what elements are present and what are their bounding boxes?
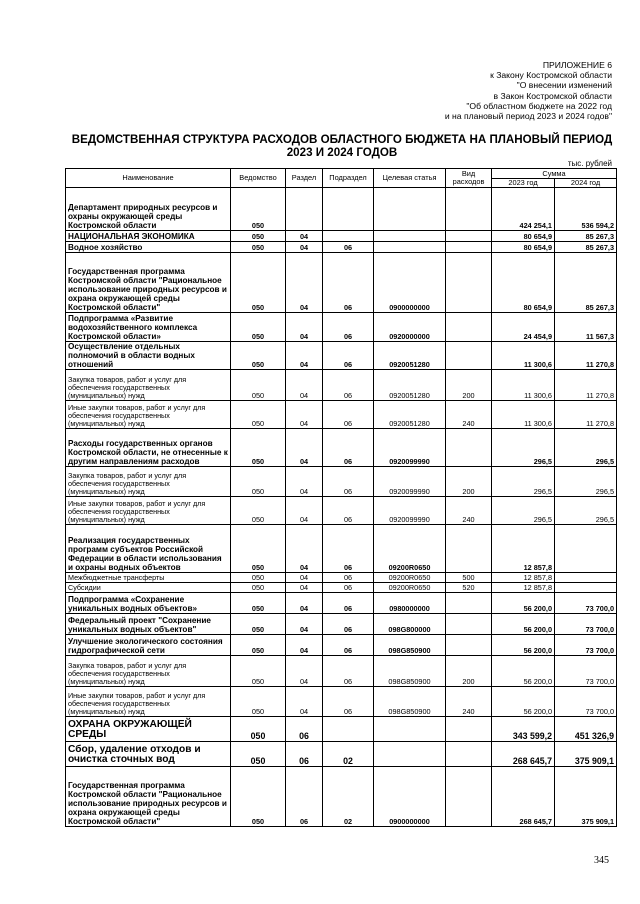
- cell-dept: 050: [231, 253, 286, 313]
- cell-dept: 050: [231, 342, 286, 370]
- cell-subsection: 06: [323, 242, 374, 253]
- cell-name: ОХРАНА ОКРУЖАЮЩЕЙ СРЕДЫ: [66, 717, 231, 742]
- cell-subsection: 06: [323, 401, 374, 429]
- cell-name: Водное хозяйство: [66, 242, 231, 253]
- table-row: [66, 242, 617, 253]
- table-row: [66, 253, 617, 313]
- cell-name: Государственная программа Костромской области "Рациональное использование природных ресурсов и охрана окружающей среды Костромской области": [66, 767, 231, 827]
- cell-dept: 050: [231, 614, 286, 635]
- cell-dept: 050: [231, 767, 286, 827]
- cell-2023: 12 857,8: [492, 525, 555, 573]
- cell-type: [446, 188, 492, 231]
- table-body: [66, 188, 617, 827]
- cell-section: 04: [286, 573, 323, 583]
- cell-2024: 73 700,0: [555, 593, 617, 614]
- cell-type: [446, 614, 492, 635]
- cell-dept: 050: [231, 593, 286, 614]
- document-title: ВЕДОМСТВЕННАЯ СТРУКТУРА РАСХОДОВ ОБЛАСТНОГО БЮДЖЕТА НА ПЛАНОВЫЙ ПЕРИОД 2023 И 2024 ГОДОВ: [71, 133, 613, 159]
- appendix-line: "Об областном бюджете на 2022 год: [466, 100, 612, 111]
- cell-section: 04: [286, 401, 323, 429]
- cell-subsection: 06: [323, 525, 374, 573]
- cell-name: Межбюджетные трансферты: [66, 573, 231, 583]
- cell-dept: 050: [231, 188, 286, 231]
- cell-2023: 268 645,7: [492, 742, 555, 767]
- cell-2024: 296,5: [555, 467, 617, 497]
- cell-dept: 050: [231, 583, 286, 593]
- cell-name: Государственная программа Костромской области "Рациональное использование природных ресурсов и охрана окружающей среды Костромской области": [66, 253, 231, 313]
- header-subsection: Подраздел: [323, 169, 374, 188]
- table-row: [66, 231, 617, 242]
- cell-name: Подпрограмма «Развитие водохозяйственного комплекса Костромской области»: [66, 313, 231, 342]
- cell-target: 0920051280: [374, 342, 446, 370]
- cell-target: 09200R0650: [374, 573, 446, 583]
- table-row: [66, 370, 617, 401]
- cell-type: [446, 313, 492, 342]
- cell-target: 098G850900: [374, 656, 446, 687]
- cell-dept: 050: [231, 742, 286, 767]
- cell-name: Иные закупки товаров, работ и услуг для обеспечения государственных (муниципальных) нужд: [66, 497, 231, 525]
- cell-section: 04: [286, 467, 323, 497]
- cell-2023: 56 200,0: [492, 656, 555, 687]
- cell-name: Иные закупки товаров, работ и услуг для обеспечения государственных (муниципальных) нужд: [66, 401, 231, 429]
- cell-2024: 536 594,2: [555, 188, 617, 231]
- cell-dept: 050: [231, 401, 286, 429]
- cell-subsection: 06: [323, 342, 374, 370]
- cell-subsection: 06: [323, 593, 374, 614]
- header-type: Вид расходов: [446, 169, 492, 188]
- table-row: [66, 342, 617, 370]
- cell-dept: 050: [231, 635, 286, 656]
- cell-subsection: 06: [323, 635, 374, 656]
- cell-2024: 11 270,8: [555, 401, 617, 429]
- cell-target: 0980000000: [374, 593, 446, 614]
- cell-subsection: 06: [323, 656, 374, 687]
- appendix-line: в Закон Костромской области: [493, 90, 612, 101]
- cell-2024: 375 909,1: [555, 742, 617, 767]
- cell-type: [446, 525, 492, 573]
- table-row: [66, 573, 617, 583]
- cell-section: 04: [286, 635, 323, 656]
- cell-target: 0920000000: [374, 313, 446, 342]
- cell-target: [374, 188, 446, 231]
- cell-section: 06: [286, 717, 323, 742]
- cell-2024: 451 326,9: [555, 717, 617, 742]
- cell-2024: [555, 573, 617, 583]
- table-row: [66, 593, 617, 614]
- cell-subsection: 06: [323, 253, 374, 313]
- appendix-header: [445, 60, 612, 121]
- table-row: [66, 313, 617, 342]
- cell-subsection: 06: [323, 583, 374, 593]
- cell-section: 04: [286, 242, 323, 253]
- cell-name: НАЦИОНАЛЬНАЯ ЭКОНОМИКА: [66, 231, 231, 242]
- cell-section: 04: [286, 687, 323, 717]
- cell-section: 04: [286, 497, 323, 525]
- cell-type: [446, 342, 492, 370]
- cell-target: 0900000000: [374, 253, 446, 313]
- cell-section: 04: [286, 370, 323, 401]
- cell-section: 04: [286, 231, 323, 242]
- cell-target: 098G800000: [374, 614, 446, 635]
- header-dept: Ведомство: [231, 169, 286, 188]
- cell-type: 200: [446, 656, 492, 687]
- table-row: [66, 188, 617, 231]
- cell-2024: 11 270,8: [555, 342, 617, 370]
- header-sum: Сумма: [492, 169, 617, 179]
- cell-name: Закупка товаров, работ и услуг для обеспечения государственных (муниципальных) нужд: [66, 467, 231, 497]
- cell-subsection: [323, 231, 374, 242]
- cell-subsection: 02: [323, 742, 374, 767]
- cell-2023: 11 300,6: [492, 370, 555, 401]
- cell-2024: 85 267,3: [555, 231, 617, 242]
- cell-subsection: 06: [323, 614, 374, 635]
- cell-section: 04: [286, 593, 323, 614]
- cell-2024: 73 700,0: [555, 687, 617, 717]
- cell-name: Сбор, удаление отходов и очистка сточных вод: [66, 742, 231, 767]
- cell-2024: 73 700,0: [555, 614, 617, 635]
- appendix-line: к Закону Костромской области: [490, 70, 612, 81]
- cell-target: 09200R0650: [374, 583, 446, 593]
- table-row: [66, 401, 617, 429]
- table-row: [66, 767, 617, 827]
- cell-2023: 80 654,9: [492, 231, 555, 242]
- cell-target: [374, 742, 446, 767]
- cell-target: [374, 231, 446, 242]
- cell-subsection: 06: [323, 467, 374, 497]
- cell-type: [446, 742, 492, 767]
- cell-type: 500: [446, 573, 492, 583]
- cell-type: [446, 635, 492, 656]
- cell-target: 0920051280: [374, 370, 446, 401]
- cell-target: 0920099990: [374, 497, 446, 525]
- header-2024: 2024 год: [555, 179, 617, 188]
- cell-2024: 73 700,0: [555, 656, 617, 687]
- table-row: [66, 467, 617, 497]
- cell-type: [446, 767, 492, 827]
- cell-2023: 12 857,8: [492, 583, 555, 593]
- cell-dept: 050: [231, 687, 286, 717]
- cell-type: 240: [446, 497, 492, 525]
- cell-target: [374, 242, 446, 253]
- cell-name: Реализация государственных программ субъектов Российской Федерации в области использования и охраны водных объектов: [66, 525, 231, 573]
- cell-type: 200: [446, 370, 492, 401]
- cell-dept: 050: [231, 370, 286, 401]
- cell-subsection: 06: [323, 687, 374, 717]
- cell-2023: 424 254,1: [492, 188, 555, 231]
- cell-2023: 11 300,6: [492, 342, 555, 370]
- cell-2023: 268 645,7: [492, 767, 555, 827]
- cell-target: 098G850900: [374, 687, 446, 717]
- table-row: [66, 635, 617, 656]
- cell-dept: 050: [231, 429, 286, 467]
- cell-section: 04: [286, 656, 323, 687]
- cell-2024: 85 267,3: [555, 242, 617, 253]
- header-name: Наименование: [66, 169, 231, 188]
- table-row: [66, 687, 617, 717]
- table-row: [66, 525, 617, 573]
- cell-name: Федеральный проект "Сохранение уникальных водных объектов": [66, 614, 231, 635]
- cell-section: 04: [286, 342, 323, 370]
- cell-2023: 11 300,6: [492, 401, 555, 429]
- table-row: [66, 429, 617, 467]
- units-label: тыс. рублей: [567, 159, 612, 168]
- cell-type: 240: [446, 401, 492, 429]
- cell-dept: 050: [231, 242, 286, 253]
- cell-2024: [555, 583, 617, 593]
- cell-type: [446, 253, 492, 313]
- cell-name: Осуществление отдельных полномочий в области водных отношений: [66, 342, 231, 370]
- cell-2024: 296,5: [555, 429, 617, 467]
- cell-type: [446, 231, 492, 242]
- cell-2023: 296,5: [492, 467, 555, 497]
- cell-2024: 85 267,3: [555, 253, 617, 313]
- cell-type: [446, 717, 492, 742]
- table-row: [66, 742, 617, 767]
- appendix-line: ПРИЛОЖЕНИЕ 6: [542, 60, 612, 70]
- cell-2023: 56 200,0: [492, 593, 555, 614]
- table-row: [66, 656, 617, 687]
- table-row: [66, 583, 617, 593]
- cell-section: 04: [286, 614, 323, 635]
- cell-target: 0920051280: [374, 401, 446, 429]
- cell-name: Расходы государственных органов Костромской области, не отнесенные к другим направлениям расходов: [66, 429, 231, 467]
- cell-2023: 12 857,8: [492, 573, 555, 583]
- cell-dept: 050: [231, 467, 286, 497]
- page-number: 345: [594, 855, 609, 866]
- cell-2023: 80 654,9: [492, 242, 555, 253]
- cell-name: Улучшение экологического состояния гидрографической сети: [66, 635, 231, 656]
- cell-subsection: [323, 188, 374, 231]
- cell-name: Иные закупки товаров, работ и услуг для обеспечения государственных (муниципальных) нужд: [66, 687, 231, 717]
- cell-2023: 80 654,9: [492, 253, 555, 313]
- table-row: [66, 717, 617, 742]
- cell-section: 06: [286, 767, 323, 827]
- cell-2023: 56 200,0: [492, 635, 555, 656]
- header-2023: 2023 год: [492, 179, 555, 188]
- cell-2024: 11 270,8: [555, 370, 617, 401]
- cell-2023: 296,5: [492, 429, 555, 467]
- cell-subsection: [323, 717, 374, 742]
- cell-type: [446, 429, 492, 467]
- cell-type: [446, 242, 492, 253]
- cell-name: Подпрограмма «Сохранение уникальных водных объектов»: [66, 593, 231, 614]
- cell-name: Закупка товаров, работ и услуг для обеспечения государственных (муниципальных) нужд: [66, 656, 231, 687]
- cell-2023: 24 454,9: [492, 313, 555, 342]
- cell-name: Субсидии: [66, 583, 231, 593]
- cell-name: Департамент природных ресурсов и охраны окружающей среды Костромской области: [66, 188, 231, 231]
- cell-subsection: 06: [323, 573, 374, 583]
- cell-section: 04: [286, 253, 323, 313]
- cell-2023: 343 599,2: [492, 717, 555, 742]
- cell-2024: 375 909,1: [555, 767, 617, 827]
- cell-dept: 050: [231, 717, 286, 742]
- cell-dept: 050: [231, 313, 286, 342]
- cell-subsection: 06: [323, 429, 374, 467]
- cell-dept: 050: [231, 573, 286, 583]
- cell-target: 0900000000: [374, 767, 446, 827]
- cell-section: 04: [286, 313, 323, 342]
- budget-table: [65, 168, 617, 827]
- table-row: [66, 497, 617, 525]
- cell-section: [286, 188, 323, 231]
- cell-subsection: 02: [323, 767, 374, 827]
- cell-target: [374, 717, 446, 742]
- table-row: [66, 614, 617, 635]
- cell-section: 04: [286, 525, 323, 573]
- appendix-line: и на плановый период 2023 и 2024 годов": [444, 111, 612, 122]
- cell-2024: [555, 525, 617, 573]
- cell-type: 240: [446, 687, 492, 717]
- cell-dept: 050: [231, 525, 286, 573]
- cell-type: 200: [446, 467, 492, 497]
- cell-2023: 56 200,0: [492, 687, 555, 717]
- cell-type: [446, 593, 492, 614]
- cell-2024: 11 567,3: [555, 313, 617, 342]
- cell-subsection: 06: [323, 497, 374, 525]
- cell-target: 098G850900: [374, 635, 446, 656]
- cell-2023: 56 200,0: [492, 614, 555, 635]
- cell-dept: 050: [231, 656, 286, 687]
- cell-target: 09200R0650: [374, 525, 446, 573]
- cell-target: 0920099990: [374, 429, 446, 467]
- cell-2024: 296,5: [555, 497, 617, 525]
- cell-section: 04: [286, 583, 323, 593]
- cell-section: 04: [286, 429, 323, 467]
- cell-type: 520: [446, 583, 492, 593]
- cell-section: 06: [286, 742, 323, 767]
- cell-dept: 050: [231, 497, 286, 525]
- cell-subsection: 06: [323, 313, 374, 342]
- cell-2024: 73 700,0: [555, 635, 617, 656]
- cell-2023: 296,5: [492, 497, 555, 525]
- cell-dept: 050: [231, 231, 286, 242]
- cell-target: 0920099990: [374, 467, 446, 497]
- cell-subsection: 06: [323, 370, 374, 401]
- header-section: Раздел: [286, 169, 323, 188]
- appendix-line: "О внесении изменений: [516, 80, 612, 91]
- cell-name: Закупка товаров, работ и услуг для обеспечения государственных (муниципальных) нужд: [66, 370, 231, 401]
- header-target: Целевая статья: [374, 169, 446, 188]
